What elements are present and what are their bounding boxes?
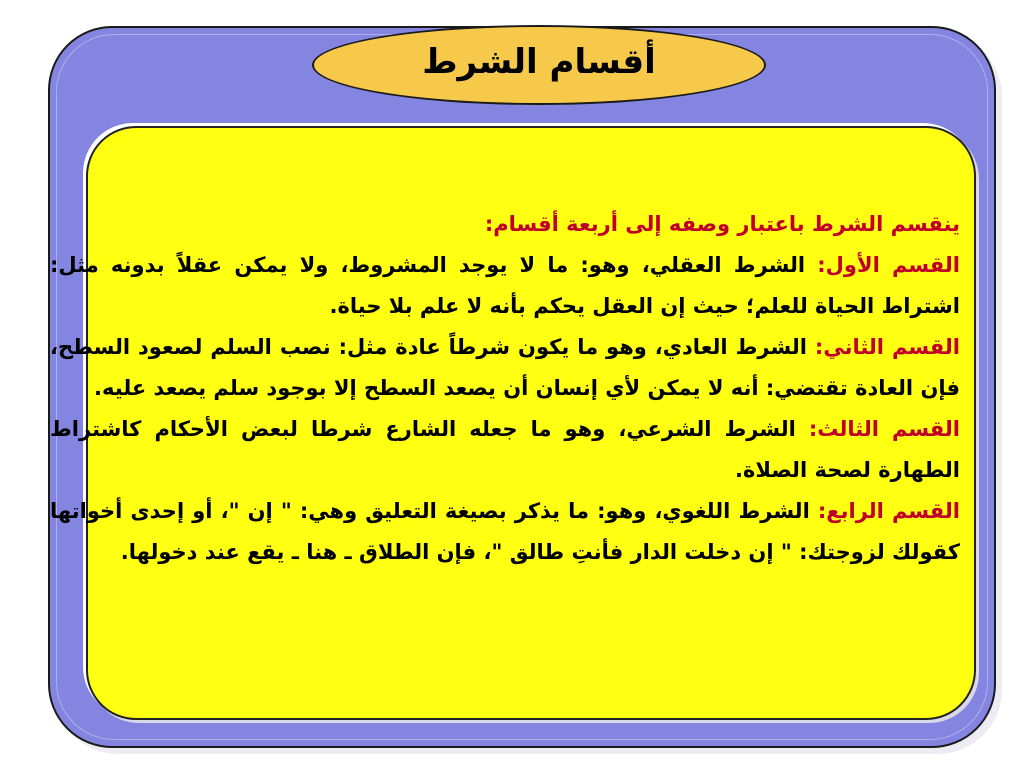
slide-title: أقسام الشرط [422, 42, 656, 82]
intro-line [50, 204, 960, 245]
section-4-label: القسم الرابع: [817, 499, 960, 523]
section-4 [50, 491, 960, 573]
section-1-text: الشرط العقلي، وهو: ما لا يوجد المشروط، ولا يمكن عقلاً بدونه مثل: اشتراط الحياة للعلم؛ حيث إن العقل يحكم بأنه لا علم بلا حياة. [50, 253, 960, 318]
section-3-text: الشرط الشرعي، وهو ما جعله الشارع شرطا لبعض الأحكام كاشتراط الطهارة لصحة الصلاة. [50, 417, 960, 482]
intro-text: ينقسم الشرط باعتبار وصفه إلى أربعة أقسام: [484, 212, 960, 236]
title-oval [312, 25, 766, 105]
section-1-label: القسم الأول: [817, 253, 960, 277]
section-3 [50, 409, 960, 491]
section-2 [50, 327, 960, 409]
section-4-text: الشرط اللغوي، وهو: ما يذكر بصيغة التعليق وهي: " إن "، أو إحدى أخواتها كقولك لزوجتك: " إن دخلت الدار فأنتِ طالق "، فإن الطلاق ـ هنا ـ يقع عند دخولها. [50, 499, 960, 564]
section-2-label: القسم الثاني: [814, 335, 961, 359]
body-text [50, 204, 960, 573]
section-3-label: القسم الثالث: [808, 417, 960, 441]
section-1 [50, 245, 960, 327]
section-2-text: الشرط العادي، وهو ما يكون شرطاً عادة مثل: نصب السلم لصعود السطح، فإن العادة تقتضي: أنه لا يمكن لأي إنسان أن يصعد السطح إلا بوجود سلم يصعد عليه. [50, 335, 960, 400]
